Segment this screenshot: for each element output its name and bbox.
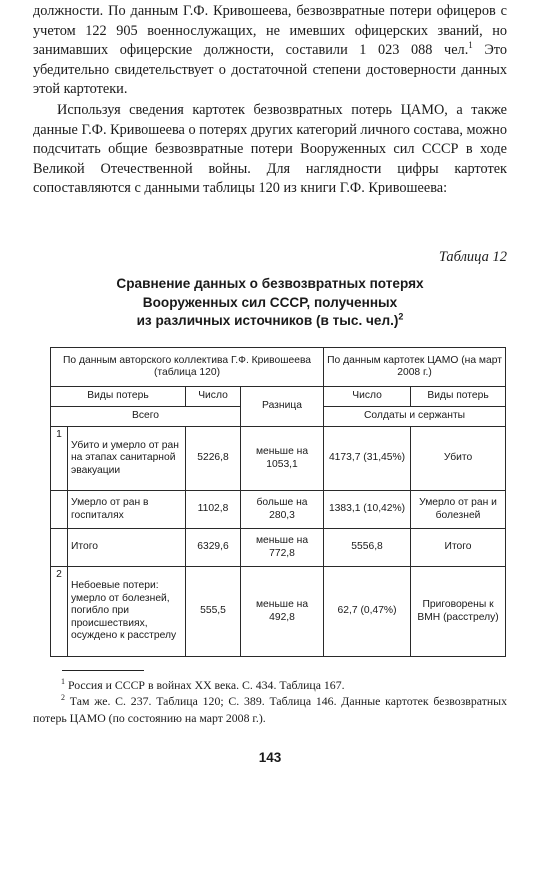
- table-row: [51, 491, 506, 529]
- footnote-text: Там же. С. 237. Таблица 120; С. 389. Таблица 146. Данные картотек безвозвратных потерь ЦАМО (по состоянию на март 2008 г.).: [33, 694, 507, 725]
- table-title-line-1: Сравнение данных о безвозвратных потерях: [116, 276, 424, 291]
- paragraph-2: Используя сведения картотек безвозвратных потерь ЦАМО, а также данные Г.Ф. Кривошеева о потерях других категорий личного состава, можно подсчитать общие безвозвратные потери Вооруженных сил СССР в ходе Великой Отечественной войны. Для наглядности цифры картотек сопоставляются с данными таблицы 120 из книги Г.Ф. Кривошеева:: [33, 102, 507, 197]
- header-tsamo: По данным картотек ЦАМО (на март 2008 г.): [324, 348, 506, 387]
- row-number: 1: [51, 427, 68, 491]
- table-columns-row: [51, 387, 506, 407]
- table-title-line-3: из различных источников (в тыс. чел.)$^2$: [136, 311, 404, 328]
- col-difference: Разница: [241, 387, 324, 427]
- table-row: [51, 529, 506, 567]
- row-card-value: 4173,7 (31,45%): [324, 427, 411, 491]
- table-title-line-2: Вооруженных сил СССР, полученных: [142, 294, 398, 310]
- comparison-table: [50, 347, 506, 657]
- row-card-type: Итого: [411, 529, 506, 567]
- row-difference: меньше на 1053,1: [241, 427, 324, 491]
- table-row: [51, 567, 506, 657]
- book-page: [33, 0, 507, 871]
- row-number: 2: [51, 567, 68, 657]
- table-row: [51, 427, 506, 491]
- row-card-type: Приговорены к ВМН (расстрелу): [411, 567, 506, 657]
- row-card-value: 5556,8: [324, 529, 411, 567]
- row-loss-type: Убито и умерло от ран на этапах санитарной эвакуации: [68, 427, 186, 491]
- footnote-text: Россия и СССР в войнах XX века. С. 434. Таблица 167.: [65, 678, 345, 692]
- row-card-type: Умерло от ран и болезней: [411, 491, 506, 529]
- row-card-type: Убито: [411, 427, 506, 491]
- row-card-value: 62,7 (0,47%): [324, 567, 411, 657]
- row-difference: меньше на 492,8: [241, 567, 324, 657]
- paragraph-1-main: должности. По данным Г.Ф. Кривошеева, безвозвратные потери офицеров с учетом 122 905 военнослужащих, не имевших офицерских званий, но занимавших офицерские должности, составили 1 023 088 чел.: [33, 3, 507, 59]
- col-number-right: Число: [324, 387, 411, 407]
- row-value: 5226,8: [186, 427, 241, 491]
- subheader-soldiers: Солдаты и сержанты: [324, 407, 506, 427]
- header-krivosheev: По данным авторского коллектива Г.Ф. Кривошеева (таблица 120): [51, 348, 324, 387]
- col-types-left: Виды потерь: [51, 387, 186, 407]
- table-label: Таблица 12: [438, 249, 507, 265]
- paragraph-1: [33, 2, 507, 100]
- footnote-ref-2: 2: [398, 311, 404, 322]
- col-types-right: Виды потерь: [411, 387, 506, 407]
- row-loss-type: Умерло от ран в госпиталях: [68, 491, 186, 529]
- row-difference: меньше на 772,8: [241, 529, 324, 567]
- table-header-row: [51, 348, 506, 387]
- col-number-left: Число: [186, 387, 241, 407]
- page-number: 143: [258, 750, 282, 765]
- row-loss-type: Итого: [68, 529, 186, 567]
- subheader-total: Всего: [51, 407, 241, 427]
- row-card-value: 1383,1 (10,42%): [324, 491, 411, 529]
- footnote-mark: 1: [61, 677, 65, 687]
- paragraph-1-tail: Это убедительно свидетельствует о достаточной степени достоверности данных этой картотеки.: [33, 42, 507, 98]
- row-loss-type: Небоевые потери: умерло от болезней, погибло при происшествиях, осуждено к расстрелу: [68, 567, 186, 657]
- row-value: 1102,8: [186, 491, 241, 529]
- footnotes: [33, 677, 507, 726]
- row-number: [51, 529, 68, 567]
- footnote-2: [33, 693, 507, 726]
- footnote-mark: 2: [61, 693, 65, 703]
- row-value: 6329,6: [186, 529, 241, 567]
- row-difference: больше на 280,3: [241, 491, 324, 529]
- row-value: 555,5: [186, 567, 241, 657]
- footnote-separator: [62, 670, 144, 671]
- table-title: [33, 275, 507, 331]
- footnote-1: [33, 677, 507, 693]
- row-number: [51, 491, 68, 529]
- footnote-ref-1: 1: [468, 40, 473, 51]
